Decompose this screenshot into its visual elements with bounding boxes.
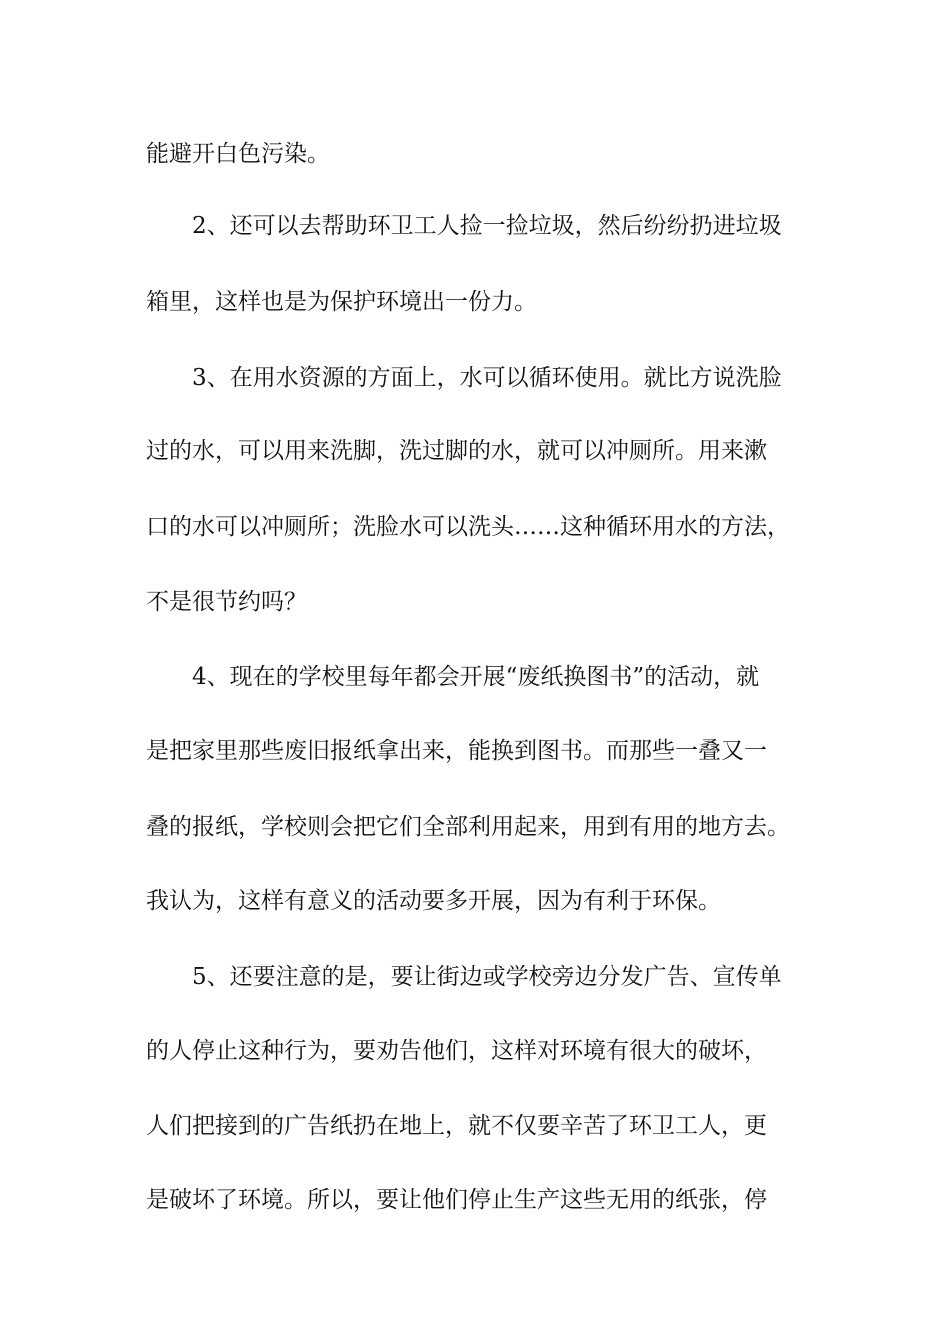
text-line-15: 是破坏了环境。所以，要让他们停止生产这些无用的纸张，停 [146,1187,767,1213]
text-line-2: 2、还可以去帮助环卫工人捡一捡垃圾，然后纷纷扔进垃圾 [192,213,782,239]
text-line-8: 4、现在的学校里每年都会开展“废纸换图书”的活动，就 [192,664,760,690]
text-line-12: 5、还要注意的是，要让街边或学校旁边分发广告、宣传单 [192,964,782,990]
text-line-9: 是把家里那些废旧报纸拿出来，能换到图书。而那些一叠又一 [146,738,767,764]
text-line-6: 口的水可以冲厕所；洗脸水可以洗头……这种循环用水的方法， [146,514,790,540]
text-line-14: 人们把接到的广告纸扔在地上，就不仅要辛苦了环卫工人，更 [146,1113,767,1139]
text-line-11: 我认为，这样有意义的活动要多开展，因为有利于环保。 [146,888,721,914]
text-line-7: 不是很节约吗？ [146,589,307,615]
text-line-4: 3、在用水资源的方面上，水可以循环使用。就比方说洗脸 [192,365,782,391]
text-line-13: 的人停止这种行为，要劝告他们，这样对环境有很大的破坏， [146,1038,767,1064]
text-line-5: 过的水，可以用来洗脚，洗过脚的水，就可以冲厕所。用来漱 [146,438,767,464]
text-line-1: 能避开白色污染。 [146,141,330,167]
text-line-10: 叠的报纸，学校则会把它们全部利用起来，用到有用的地方去。 [146,814,790,840]
text-line-3: 箱里，这样也是为保护环境出一份力。 [146,289,537,315]
